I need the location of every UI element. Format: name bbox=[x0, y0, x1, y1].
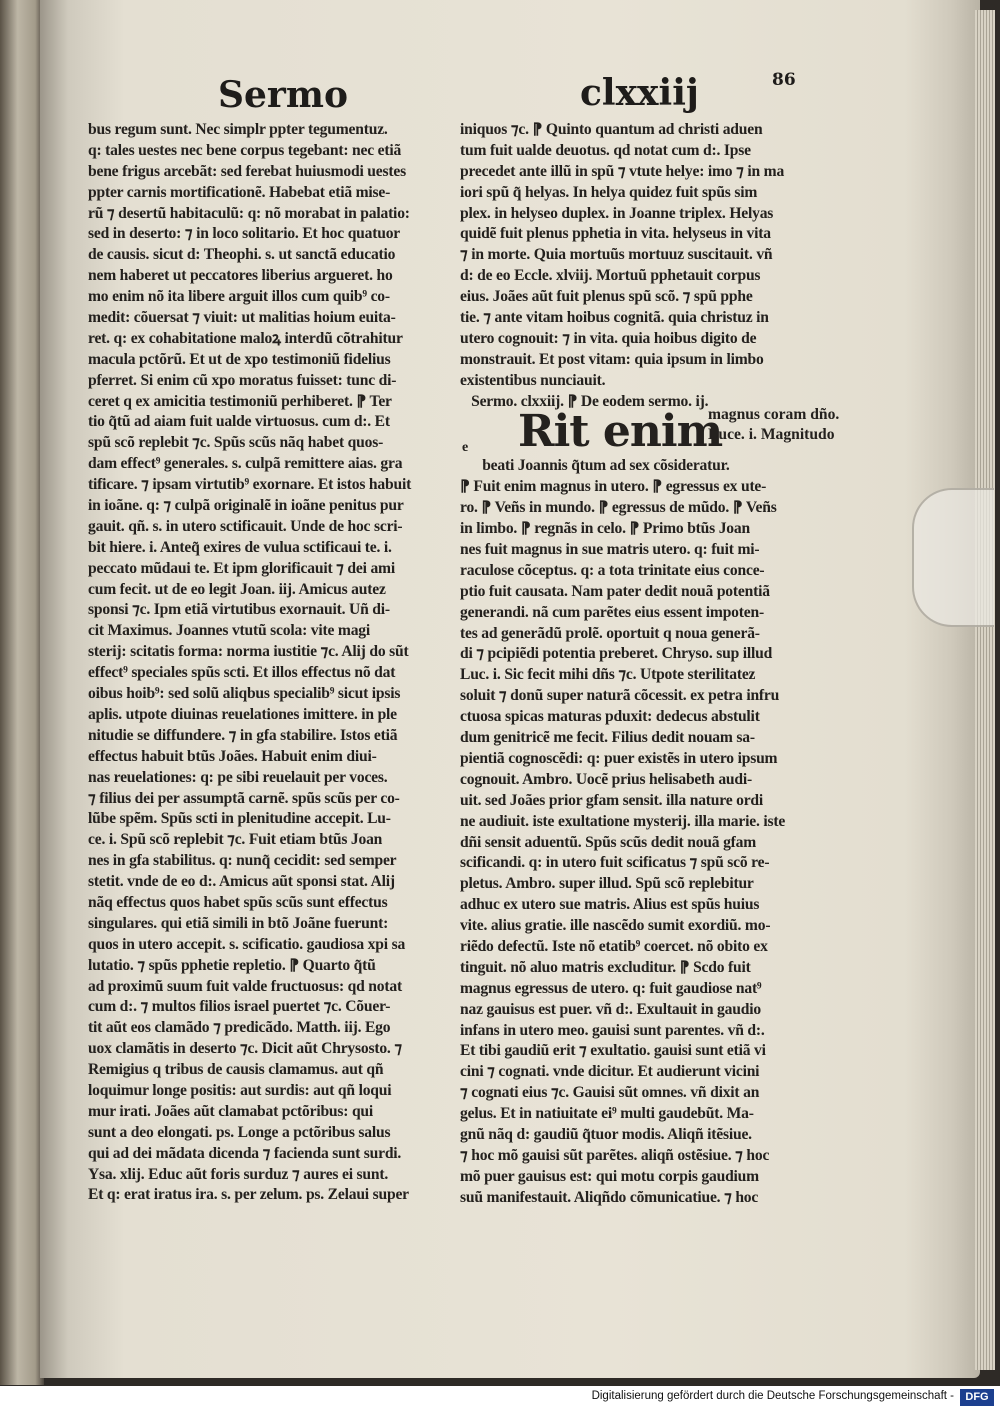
text-line: Ysa. xlij. Educ aũt foris surduz ⁊ aures ei sunt. bbox=[88, 1165, 389, 1183]
text-line: mo enim nõ ita libere arguit illos cum quib⁹ co- bbox=[88, 288, 390, 306]
text-line: singulares. qui etiã simili in btõ Joãne fuerunt: bbox=[88, 914, 389, 932]
section-opening bbox=[460, 406, 840, 458]
text-line: d: de eo Eccle. xlviij. Mortuũ pphetauit corpus bbox=[460, 267, 761, 285]
text-line: naz gauisus est puer. vñ d:. Exultauit in gaudio bbox=[460, 1000, 761, 1018]
text-line: nes in gfa stabilitus. q: nunq̃ cecidit: sed semper bbox=[88, 852, 397, 870]
text-line: dum genitricẽ me fecit. Filius dedit nouam sa- bbox=[460, 729, 755, 747]
text-line: quidẽ fuit plenus pphetia in vita. helyseus in vita bbox=[460, 225, 771, 243]
text-line: Remigius q tribus de causis clamamus. aut qñ bbox=[88, 1061, 384, 1079]
text-line: vite. alius gratie. ille nascẽdo sumit exordiũ. mo- bbox=[460, 917, 771, 935]
text-line: generandi. nã cum parẽtes eius essent impoten- bbox=[460, 603, 764, 621]
text-line: Luc. i. Sic fecit mihi dñs ⁊c. Utpote sterilitatez bbox=[460, 666, 756, 684]
guide-letter: e bbox=[462, 440, 469, 456]
text-line: iori spũ q̃ helyas. In helya quidez fuit spũs sim bbox=[460, 183, 758, 201]
text-line: nas reuelationes: q: pe sibi reuelauit per voces. bbox=[88, 768, 388, 786]
text-line: nitudie se diffundere. ⁊ in gfa stabilire. Istos etiã bbox=[88, 726, 398, 744]
text-line: ret. q: ex cohabitatione maloꝝ interdũ cõtrahitur bbox=[88, 329, 403, 347]
text-line: gauit. qñ. s. in utero sctificauit. Unde de hoc scri- bbox=[88, 517, 403, 535]
text-line: sed in deserto: ⁊ in loco solitario. Et hoc quatuor bbox=[88, 225, 401, 243]
text-line: precedet ante illũ in spũ ⁊ vtute helye: imo ⁊ in ma bbox=[460, 162, 785, 180]
text-line: cognouit. Ambro. Uocẽ prius helisabeth audi- bbox=[460, 770, 752, 788]
text-line: uox clamãtis in deserto ⁊c. Dicit aũt Chrysosto. ⁊ bbox=[88, 1040, 402, 1058]
text-line: monstrauit. Et post vitam: quia ipsum in limbo bbox=[460, 350, 764, 368]
text-line: tificare. ⁊ ipsam virtutib⁹ exornare. Et istos habuit bbox=[88, 476, 412, 494]
text-line: magnus egressus de utero. q: fuit gaudiose nat⁹ bbox=[460, 979, 762, 997]
text-line: lũbe spẽm. Spũs scti in plenitudine accepit. Lu- bbox=[88, 810, 391, 828]
text-line: lutatio. ⁊ spũs pphetie repletio. ⁋ Quarto q̃tũ bbox=[88, 956, 376, 974]
text-line: pletus. Ambro. super illud. Spũ scõ replebitur bbox=[460, 875, 754, 893]
text-line: effect⁹ speciales spũs scti. Et illos effectus nõ dat bbox=[88, 664, 396, 682]
text-line: iniquos ⁊c. ⁋ Quinto quantum ad christi aduen bbox=[460, 121, 763, 138]
text-line: eius. Joães aũt fuit plenus spũ scõ. ⁊ spũ pphe bbox=[460, 288, 753, 306]
text-line: di ⁊ pcipiẽdi potentia preberet. Chryso. sup illud bbox=[460, 645, 773, 663]
running-head-sermo: Sermo bbox=[218, 74, 348, 116]
text-line: mõ puer gauisus est: qui motu corpis gaudium bbox=[460, 1167, 759, 1185]
text-line: ⁊ cognati eius ⁊c. Gauisi sũt omnes. vñ dixit an bbox=[460, 1084, 760, 1102]
text-line: ⁊ filius dei per assumptã carnẽ. spũs scũs per co- bbox=[88, 789, 400, 807]
text-line: loquimur longe positis: aut surdis: aut qñ loqui bbox=[88, 1081, 392, 1099]
text-line: ptio fuit causata. Nam pater dedit nouã potentiã bbox=[460, 582, 770, 600]
text-line: tes ad generãdũ prolẽ. oportuit q noua generã- bbox=[460, 624, 760, 642]
text-line: cini ⁊ cognati. vnde dicitur. Et audierunt vicini bbox=[460, 1063, 760, 1081]
text-line: effectus habuit btũs Joães. Habuit enim diui- bbox=[88, 747, 377, 765]
text-line: sunt a deo elongati. ps. Longe a pctõribus salus bbox=[88, 1123, 391, 1141]
text-line: spũ scõ replebit ⁊c. Spũs scũs nãq habet quos- bbox=[88, 434, 384, 452]
text-line: medit: cõuersat ⁊ viuit: ut malitias hoium euita- bbox=[88, 309, 396, 327]
page-stack-edge bbox=[975, 10, 995, 1370]
text-line: aplis. utpote diuinas reuelationes imittere. in ple bbox=[88, 705, 397, 723]
text-line: bit hiere. i. Anteq̃ exires de vulua sctificaui te. i. bbox=[88, 538, 392, 556]
incipit-line-2: Luce. i. Magnitudo bbox=[708, 426, 835, 444]
text-line: sterij: scitatis forma: norma iustitie ⁊c. Alij do sũt bbox=[88, 643, 409, 661]
text-line: macula pctõrũ. Et ut de xpo testimoniũ fidelius bbox=[88, 350, 391, 368]
text-line: beati Joannis q̃tum ad sex cõsideratur. bbox=[460, 457, 730, 475]
text-line: cum d:. ⁊ multos filios israel puertet ⁊c. Cõuer- bbox=[88, 998, 391, 1016]
text-line: nem haberet ut peccatores liberius argueret. ho bbox=[88, 267, 393, 285]
text-line: peccato mũdaui te. Et ipm glorificauit ⁊ dei ami bbox=[88, 559, 395, 577]
funding-credit: Digitalisierung gefördert durch die Deutsche Forschungsgemeinschaft - bbox=[591, 1390, 954, 1402]
text-line: ad proximũ suum fuit valde fructuosus: qd notat bbox=[88, 977, 402, 995]
text-line: ctuosa spicas maturas pduxit: dedecus abstulit bbox=[460, 708, 760, 726]
text-line: tum fuit ualde deuotus. qd notat cum d:. Ipse bbox=[460, 141, 751, 159]
running-head-number: clxxiij bbox=[580, 72, 699, 114]
text-line: dam effect⁹ generales. s. culpã remittere aias. gra bbox=[88, 455, 403, 473]
facing-page-edge bbox=[0, 0, 44, 1385]
dfg-logo: DFG bbox=[960, 1389, 994, 1406]
text-line: gnũ nãq d: gaudiũ q̃tuor modis. Aliqñ itẽsiue. bbox=[460, 1125, 752, 1143]
text-line: Et tibi gaudiũ erit ⁊ exultatio. gauisi sunt etiã vi bbox=[460, 1042, 766, 1060]
text-line: raculose cõceptus. q: a tota trinitate eius conce- bbox=[460, 561, 765, 579]
large-incipit: Rit enim bbox=[518, 406, 723, 458]
text-line: tit aũt eos clamãdo ⁊ predicãdo. Matth. iij. Ego bbox=[88, 1019, 391, 1037]
text-line: pientiã cognoscẽdi: q: puer existẽs in utero ipsum bbox=[460, 749, 778, 767]
text-line: quos in utero accepit. s. scificatio. gaudiosa xpi sa bbox=[88, 935, 406, 953]
text-line: scificandi. q: in utero fuit scificatus ⁊ spũ scõ re- bbox=[460, 854, 770, 872]
text-line: in limbo. ⁋ regnãs in celo. ⁋ Primo btũs Joan bbox=[460, 520, 750, 538]
text-line: ⁋ Fuit enim magnus in utero. ⁋ egressus ex ute- bbox=[460, 478, 767, 496]
text-line: tio q̃tũ ad aiam fuit ualde virtuosus. cum d:. Et bbox=[88, 413, 390, 431]
text-line: ⁊ hoc mõ gauisi sũt parẽtes. aliqñ ostẽsiue. ⁊ hoc bbox=[460, 1146, 770, 1164]
text-line: Et q: erat iratus ira. s. per zelum. ps. Zelaui super bbox=[88, 1186, 409, 1204]
text-line: ce. i. Spũ scõ replebit ⁊c. Fuit etiam btũs Joan bbox=[88, 831, 383, 849]
text-line: utero cognouit: ⁊ in vita. quia hoibus digito de bbox=[460, 329, 757, 347]
page-clip bbox=[912, 488, 994, 627]
text-line: uit. sed Joães prior gfam sensit. illa nature ordi bbox=[460, 791, 764, 809]
text-line: cit Maximus. Joannes vtutũ scola: vite magi bbox=[88, 622, 371, 640]
text-line: q: tales uestes nec bene corpus tegebant: nec etiã bbox=[88, 141, 402, 159]
text-line: Sermo. clxxiij. ⁋ De eodem sermo. ij. bbox=[460, 392, 709, 410]
text-line: ppter carnis mortificationẽ. Habebat etiã mise- bbox=[88, 183, 391, 201]
text-line: sponsi ⁊c. Ipm etiã virtutibus exornauit. Uñ di- bbox=[88, 601, 390, 619]
text-line: bus regum sunt. Nec simplr ppter tegumentuz. bbox=[88, 121, 388, 138]
text-line: suũ manifestauit. Aliqñdo cõmunicatiue. ⁊ hoc bbox=[460, 1188, 759, 1206]
incipit-line-1: magnus coram dño. bbox=[708, 406, 840, 424]
text-line: nes fuit magnus in sue matris utero. q: fuit mi- bbox=[460, 541, 760, 559]
text-line: in ioãne. q: ⁊ culpã originalẽ in ioãne penitus pur bbox=[88, 497, 404, 515]
text-line: stetit. vnde de eo d:. Amicus aũt sponsi stat. Alij bbox=[88, 873, 395, 891]
text-line: oibus hoib⁹: sed solũ aliqbus specialib⁹ sicut ipsis bbox=[88, 685, 401, 703]
footer-bar bbox=[0, 1386, 1000, 1410]
text-line: mur irati. Joães aũt clamabat pctõribus: qui bbox=[88, 1102, 374, 1120]
text-line: plex. in helyseo duplex. in Joanne triplex. Helyas bbox=[460, 204, 774, 222]
text-line: qui ad dei mãdata dicenda ⁊ facienda sunt surdi. bbox=[88, 1144, 402, 1162]
text-line: de causis. sicut d: Theophi. s. ut sanctã educatio bbox=[88, 246, 396, 264]
text-line: cum fecit. ut de eo legit Joan. iij. Amicus autez bbox=[88, 580, 386, 598]
text-line: tie. ⁊ ante vitam hoibus cognitã. quia christuz in bbox=[460, 309, 769, 327]
text-line: dñi sensit aduentũ. Spũs scũs dedit nouã gfam bbox=[460, 833, 757, 851]
right-text-column bbox=[460, 120, 840, 1209]
text-line: adhuc ex utero sue matris. Alius est spũs huius bbox=[460, 896, 760, 914]
text-line: nãq effectus quos habet spũs scũs sunt effectus bbox=[88, 893, 388, 911]
folio-number: 86 bbox=[772, 70, 796, 90]
text-line: gelus. Et in natiuitate ei⁹ multi gaudebũt. Ma- bbox=[460, 1105, 754, 1123]
text-line: ceret q ex amicitia testimoniũ perhiberet. ⁋ Ter bbox=[88, 392, 392, 410]
text-line: infans in utero meo. gauisi sunt parentes. vñ d:. bbox=[460, 1021, 765, 1039]
text-line: ro. ⁋ Veñs in mundo. ⁋ egressus de mũdo. ⁋ Veñs bbox=[460, 499, 777, 517]
text-line: rũ ⁊ desertũ habitaculũ: q: nõ morabat in palatio: bbox=[88, 204, 410, 222]
text-line: ne audiuit. iste exultatione mysterij. illa marie. iste bbox=[460, 812, 786, 830]
text-line: soluit ⁊ donũ super naturã cõcessit. ex petra infru bbox=[460, 687, 780, 705]
left-text-column bbox=[88, 120, 411, 1206]
text-line: existentibus nunciauit. bbox=[460, 371, 606, 389]
text-line: riẽdo defectũ. Iste nõ etatib⁹ coercet. nõ obito ex bbox=[460, 937, 768, 955]
text-line: tinguit. nõ aluo matris excluditur. ⁋ Scdo fuit bbox=[460, 958, 751, 976]
text-line: ⁊ in morte. Quia mortuũs mortuuz suscitauit. vñ bbox=[460, 246, 773, 264]
text-line: pferret. Si enim cũ xpo moratus fuisset: tunc di- bbox=[88, 371, 397, 389]
text-line: bene frigus arcebãt: sed ferebat huiusmodi uestes bbox=[88, 162, 406, 180]
